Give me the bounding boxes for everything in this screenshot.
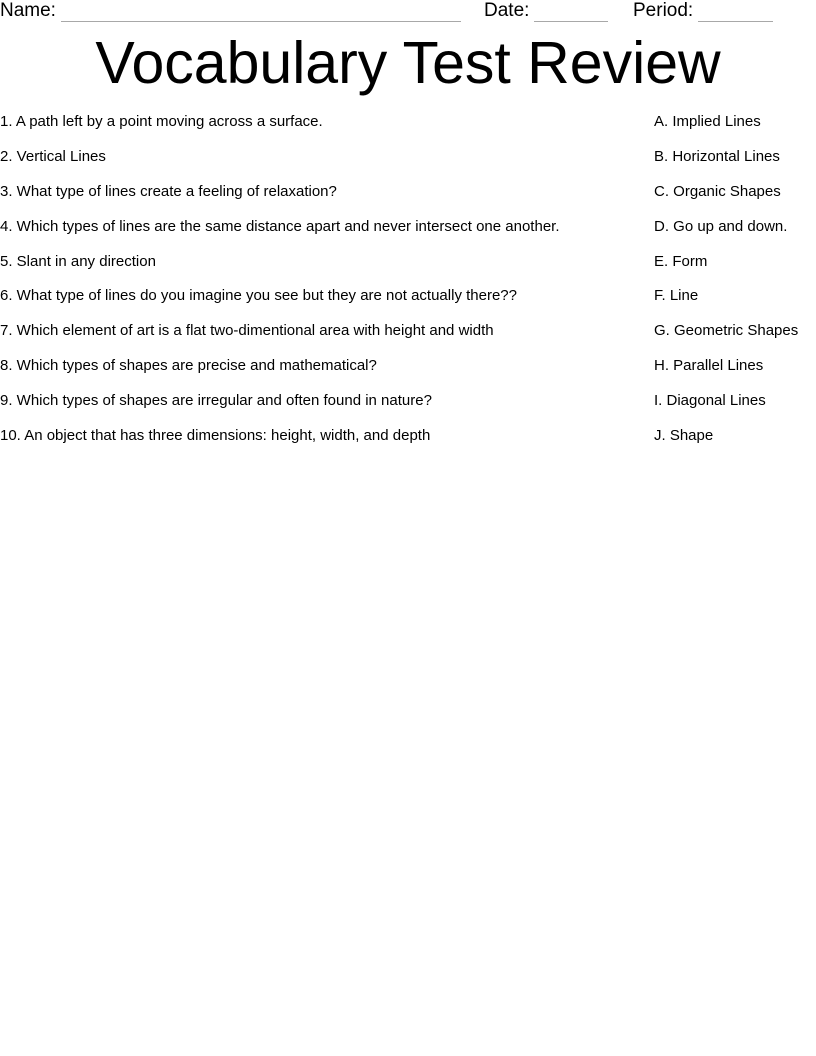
answer-item: B. Horizontal Lines bbox=[654, 147, 780, 165]
questions-list bbox=[0, 110, 640, 459]
date-blank-line bbox=[534, 4, 608, 22]
answer-item: C. Organic Shapes bbox=[654, 182, 781, 200]
question-item: 7. Which element of art is a flat two-dimentional area with height and width bbox=[0, 322, 494, 340]
period-field bbox=[633, 0, 773, 22]
question-item: 4. Which types of lines are the same distance apart and never intersect one another. bbox=[0, 217, 560, 235]
question-item: 10. An object that has three dimensions: height, width, and depth bbox=[0, 427, 431, 445]
question-item: 6. What type of lines do you imagine you see but they are not actually there?? bbox=[0, 287, 517, 305]
date-field bbox=[484, 0, 608, 22]
answer-item: J. Shape bbox=[654, 427, 714, 445]
answer-item: E. Form bbox=[654, 252, 708, 270]
answer-item: D. Go up and down. bbox=[654, 217, 788, 235]
answers-list bbox=[654, 110, 816, 459]
answer-item: I. Diagonal Lines bbox=[654, 392, 766, 410]
name-label: Name: bbox=[0, 0, 56, 21]
page-title: Vocabulary Test Review bbox=[95, 30, 721, 96]
question-item: 2. Vertical Lines bbox=[0, 147, 106, 165]
answer-item: H. Parallel Lines bbox=[654, 357, 764, 375]
question-item: 5. Slant in any direction bbox=[0, 252, 156, 270]
date-label: Date: bbox=[484, 0, 530, 21]
question-item: 1. A path left by a point moving across a surface. bbox=[0, 113, 323, 130]
name-field bbox=[0, 0, 461, 22]
answer-item: A. Implied Lines bbox=[654, 113, 761, 130]
answer-item: F. Line bbox=[654, 287, 699, 305]
question-item: 9. Which types of shapes are irregular and often found in nature? bbox=[0, 392, 432, 410]
answer-item: G. Geometric Shapes bbox=[654, 322, 799, 340]
period-blank-line bbox=[698, 4, 773, 22]
name-blank-line bbox=[61, 4, 461, 22]
question-item: 8. Which types of shapes are precise and mathematical? bbox=[0, 357, 377, 375]
worksheet-header bbox=[0, 0, 816, 24]
question-item: 3. What type of lines create a feeling of relaxation? bbox=[0, 182, 337, 200]
period-label: Period: bbox=[633, 0, 694, 21]
